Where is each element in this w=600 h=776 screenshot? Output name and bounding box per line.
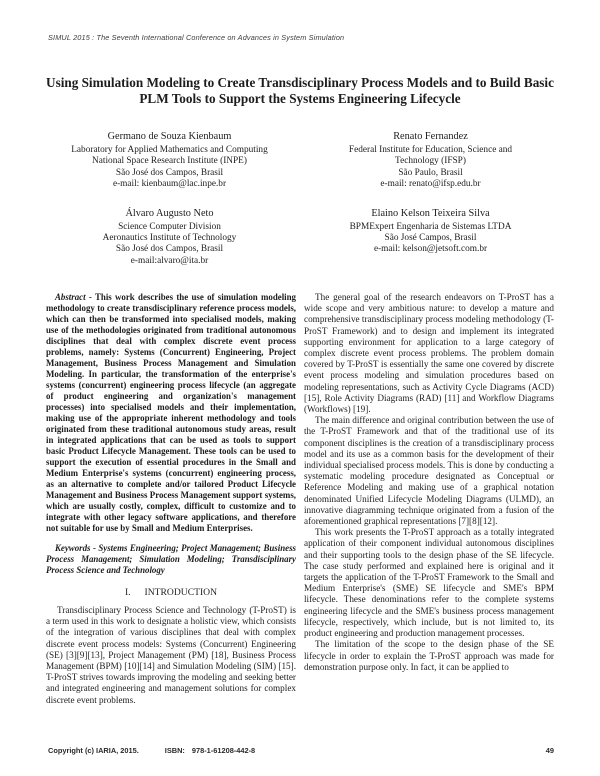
author-name: Germano de Souza Kienbaum [107,131,232,142]
author-email: e-mail: renato@ifsp.edu.br [380,179,481,190]
footer-isbn-label: ISBN: [164,746,185,755]
paragraph: The general goal of the research endeavors on T-ProST has a wide scope and very ambitious nature: to develop a mature and comprehensive transdisciplinary process modeling methodology (T-ProST Framework) and to design and implement its integrated supporting environment for application to a large category of complex discrete event process problems. The problem domain covered by T-ProST is essentially the same one covered by discrete event process modeling and simulation procedures based on modeling representations, such as Activity Cycle Diagrams (ACD) [15], Role Activity Diagrams (RAD) [11] and Workflow Diagrams (Workflows) [19]. [304,292,554,415]
paragraph: The limitation of the scope to the design phase of the SE lifecycle in order to explain the T-ProST approach was made for demonstration purpose only. In fact, it can be applied to [304,639,554,672]
author-affiliation-line: National Space Research Institute (INPE) [92,156,247,167]
right-column [304,292,554,706]
paragraph: The main difference and original contribution between the use of the T-ProST Framework and that of the traditional use of its component disciplines is the creation of a transdisciplinary process model and its use as a common basis for the development of their individual specialised process models. This is done by conducting a systematic modeling procedure designated as Conceptual or Reference Modeling and making use of a graphical notation denominated Unified Lifecycle Modeling Diagrams (ULMD), an innovative diagramming technique originated from a fusion of the aforementioned graphical representations [7][8][12]. [304,415,554,527]
page-footer [48,746,554,755]
abstract-label: Abstract [55,292,86,302]
author-affiliation-line: Technology (IFSP) [395,156,466,167]
author-affiliation-line: São José dos Campos, Brasil [115,244,224,255]
section-number: I. [124,587,131,598]
author-email: e-mail:alvaro@ita.br [130,255,209,266]
author-block-fernandez [307,130,554,191]
keywords-label: Keywords [55,543,91,553]
keywords [46,543,296,576]
keywords-text: - Systems Engineering; Project Management; Business Process Management; Simulation Modeling; Transdisciplinary Process Science and Technology [46,543,297,575]
section-heading-introduction [46,587,296,599]
running-head: SIMUL 2015 : The Seventh International Conference on Advances in System Simulation [48,33,345,42]
author-name: Álvaro Augusto Neto [125,207,214,219]
author-affiliation-line: BPMExpert Engenharia de Sistemas LTDA [349,221,512,232]
footer-isbn-value: 978-1-61208-442-8 [191,746,256,755]
author-affiliation-line: Federal Institute for Education, Science and [348,145,513,155]
footer-copyright: Copyright (c) IARIA, 2015. [48,746,139,755]
page-number: 49 [545,746,554,755]
author-affiliation-line: São Paulo, Brasil [398,167,463,178]
left-column [46,292,296,706]
author-affiliation-line: Laboratory for Applied Mathematics and Computing [71,145,268,155]
authors-section [46,130,554,267]
author-affiliation-line: Aeronautics Institute of Technology [102,233,237,244]
section-title: INTRODUCTION [144,587,218,598]
author-block-silva [307,207,554,268]
author-affiliation-line: Science Computer Division [118,221,221,232]
abstract [46,292,296,534]
paper-title: Using Simulation Modeling to Create Transdisciplinary Process Models and to Build Basic PLM Tools to Support the Systems Engineering Lifecycle [46,74,554,107]
author-affiliation-line: São José dos Campos, Brasil [115,167,224,178]
author-email: e-mail: kelson@jetsoft.com.br [373,244,488,255]
author-block-neto [46,207,293,268]
abstract-text: - This work describes the use of simulation modeling methodology to create transdisciplinary reference process models, which can then be transformed into specialised models, making use of the methodologies originated from traditional autonomous disciplines that deal with complex discrete event process problems, namely: Systems (Concurrent) Engineering, Project Management, Business Process Management and Simulation Modeling. In particular, the transformation of the enterprise's systems (concurrent) engineering process lifecycle (an aggregate of product engineering and organization's management processes) into specialised models and their implementation, making use of the appropriate inherent methodology and tools originated from these traditional autonomous study areas, result in integrated applications that can be used as tools to support basic Product Lifecycle Management. These tools can be used to support the execution of essential procedures in the Small and Medium Enterprise's systems (concurrent) engineering process, as an alternative to complete and/or tailored Product Lifecycle Management and Business Process Management support systems, which are usually costly, complex, difficult to customize and to integrate with other legacy software applications, and therefore not suitable for use by Small and Medium Enterprises. [46,292,296,533]
author-affiliation-line: São José Campos, Brasil [384,233,477,244]
author-name: Renato Fernandez [393,131,468,142]
two-column-body [46,292,554,706]
paragraph: This work presents the T-ProST approach as a totally integrated application of their component individual autonomous disciplines and their supporting tools to the design phase of the SE lifecycle. The case study performed and explained here is original and it targets the application of the T-ProST Framework to the Small and Medium Enterprise's (SME) SE lifecycle and SME's BPM lifecycle. These denominations refer to the complete systems engineering lifecycle and the SME's business process management lifecycle, respectively, which include, but is not limited to, its product engineering and production management processes. [304,527,554,639]
author-email: e-mail: kienbaum@lac.inpe.br [112,179,227,190]
author-block-kienbaum [46,130,293,191]
paragraph: Transdisciplinary Process Science and Technology (T-ProST) is a term used in this work to designate a holistic view, which consists of the integration of various disciplines that deal with complex discrete event process models: Systems (Concurrent) Engineering (SE) [3][9][13], Project Management (PM) [18], Business Process Management (BPM) [10][14] and Simulation Modeling (SIM) [15]. T-ProST strives towards improving the modeling and seeking better and integrated engineering and management solutions for complex discrete event problems. [46,605,296,705]
author-name: Elaino Kelson Teixeira Silva [371,207,490,219]
